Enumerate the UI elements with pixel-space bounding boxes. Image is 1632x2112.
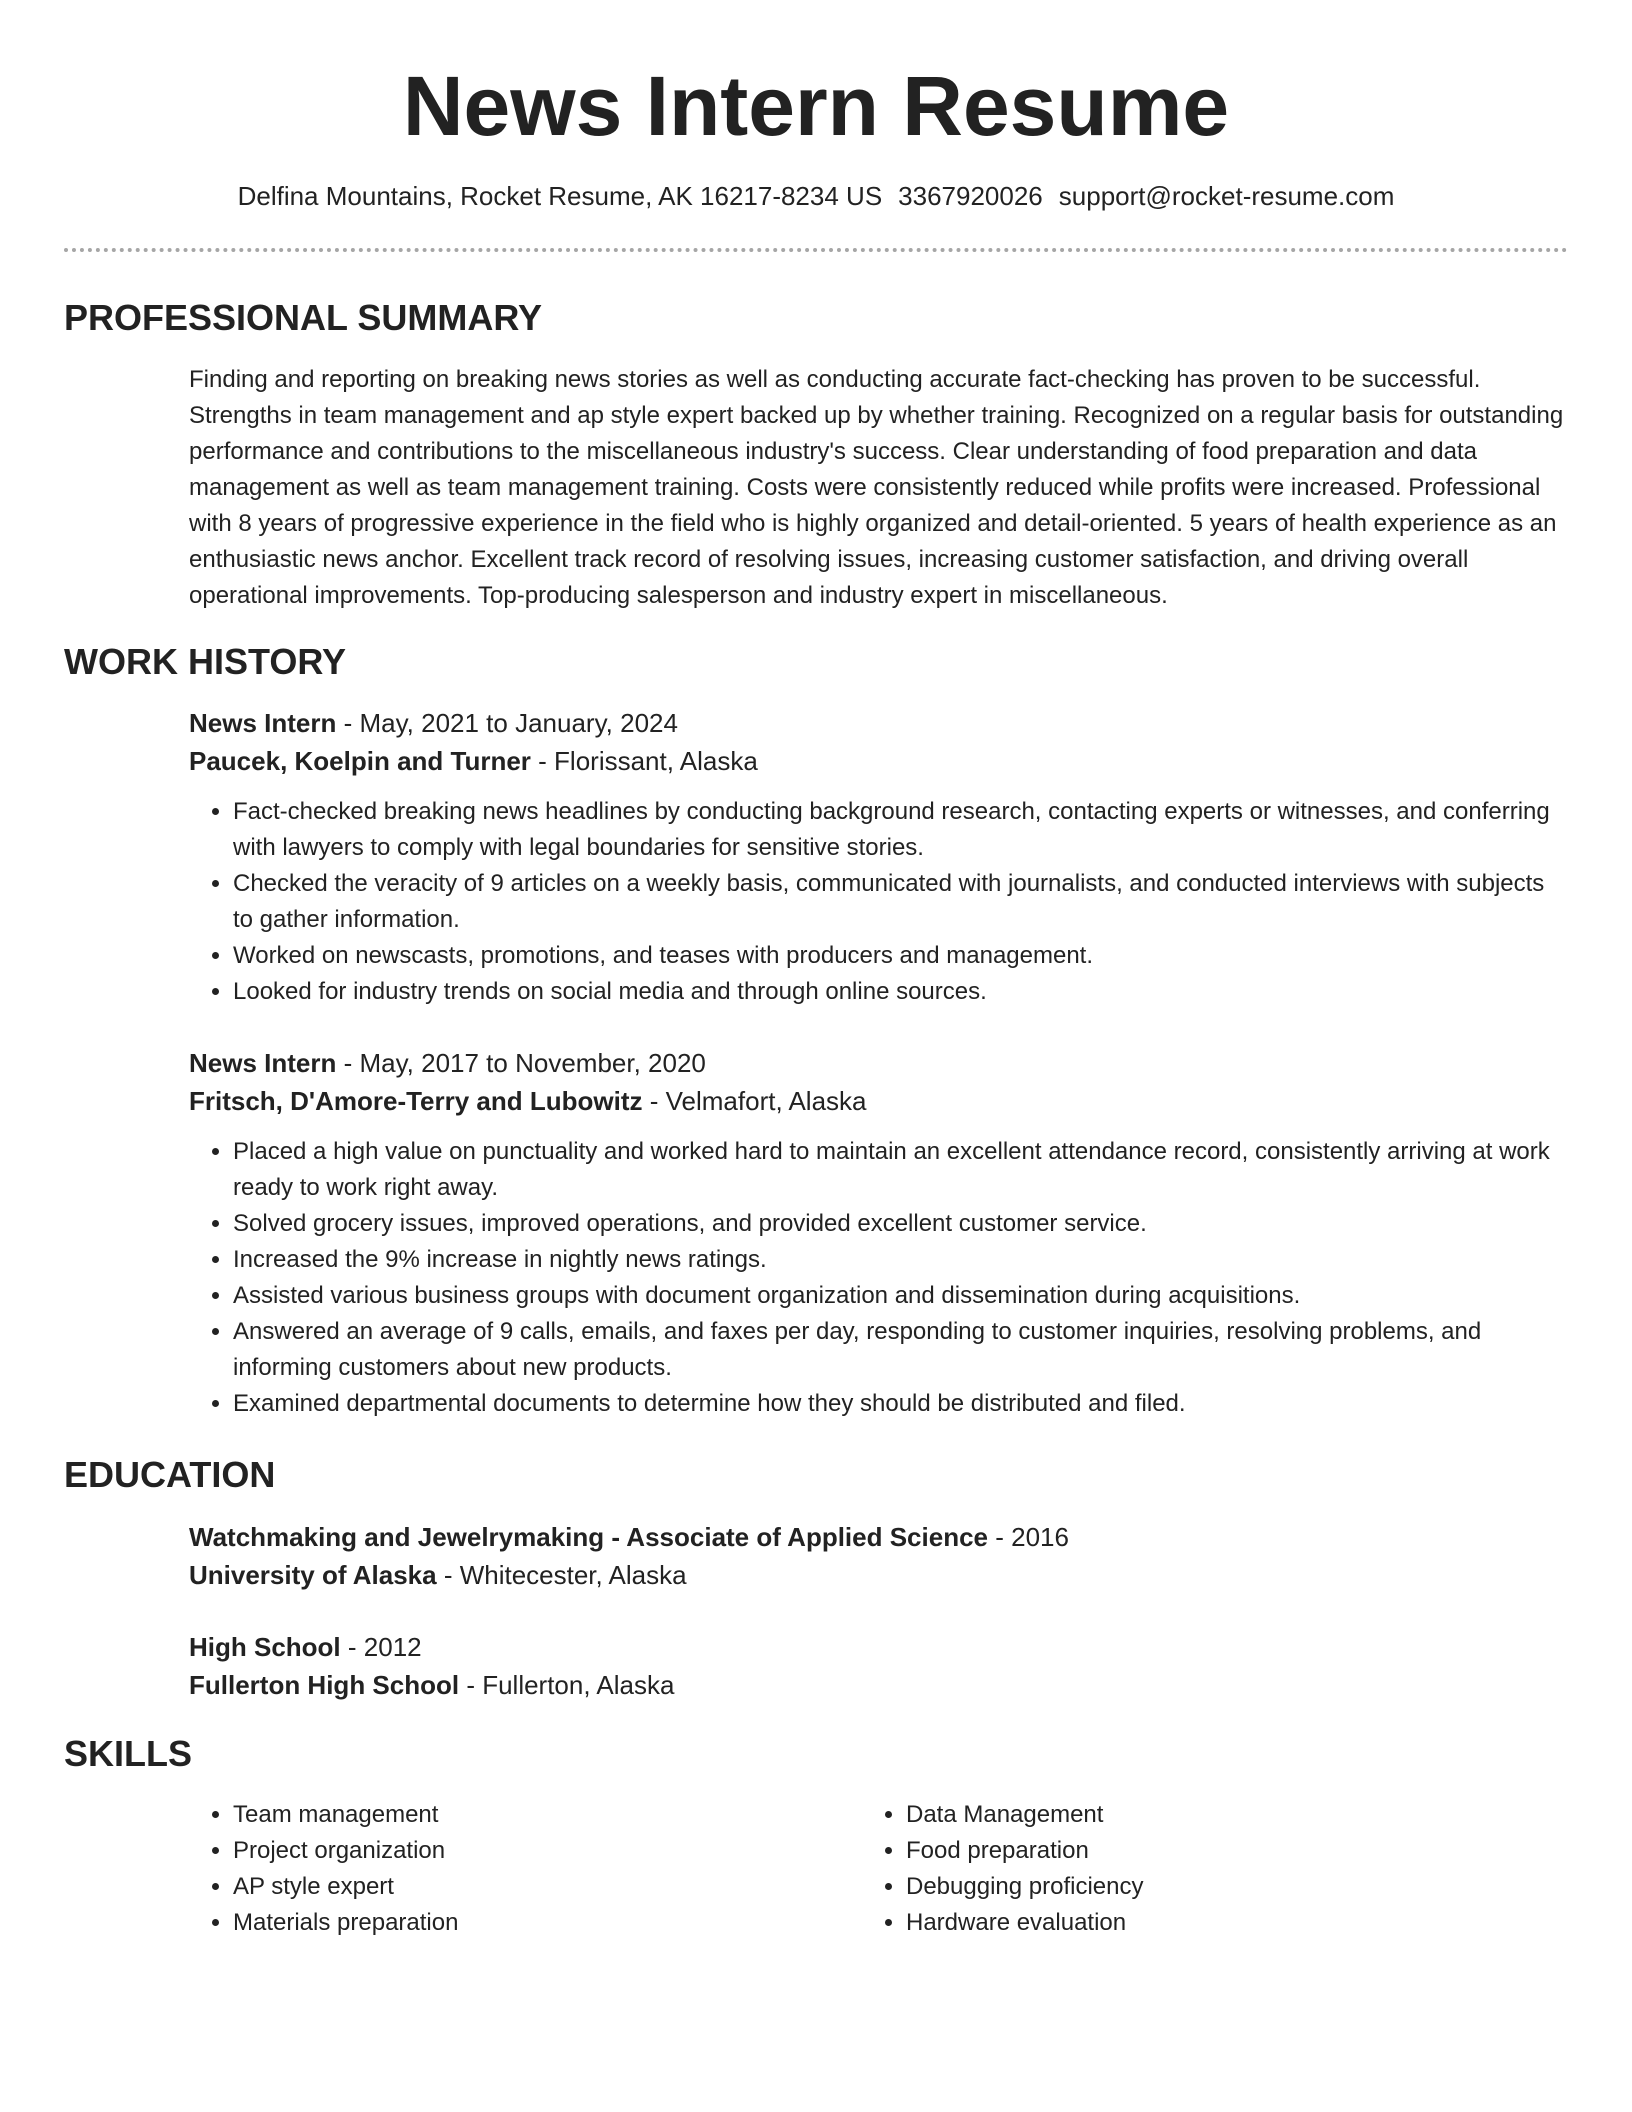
skill-item: • Debugging proficiency [906,1869,1562,1905]
education-location: - Whitecester, Alaska [436,1560,687,1590]
job-bullet: • Fact-checked breaking news headlines by conducting background research, contacting experts or witnesses, and conferring with lawyers to comply with legal boundaries for sensitive stories. [233,794,1568,866]
job-bullet: • Placed a high value on punctuality and worked hard to maintain an excellent attendance record, consistently arriving at work ready to work right away. [233,1134,1568,1206]
job-bullets [189,1134,1568,1422]
job-title-line [189,704,1568,742]
education-school-line [189,1666,1568,1704]
skill-item: • Data Management [906,1797,1562,1833]
education-school: Fullerton High School [189,1670,460,1700]
contact-address: Delfina Mountains, Rocket Resume, AK 16217-8234 US [237,181,883,211]
job-location: - Florissant, Alaska [530,746,758,776]
education-degree: High School [189,1632,341,1662]
job-company-line [189,1082,1568,1120]
job-entry [189,1044,1568,1422]
skill-item: • Team management [233,1797,859,1833]
education-school-line [189,1556,1568,1594]
job-dates: - May, 2017 to November, 2020 [336,1048,706,1078]
education-degree-line [189,1628,1568,1666]
education-year: - 2016 [988,1522,1069,1552]
skills-section [189,1797,1568,1957]
job-bullet: • Checked the veracity of 9 articles on a weekly basis, communicated with journalists, and conducted interviews with subjects to gather information. [233,866,1568,938]
summary-heading: PROFESSIONAL SUMMARY [64,297,543,338]
skills-column-left [189,1797,859,1941]
resume-title: News Intern Resume [402,59,1230,153]
education-school: University of Alaska [189,1560,437,1590]
education-location: - Fullerton, Alaska [459,1670,675,1700]
job-bullet: • Looked for industry trends on social media and through online sources. [233,974,1568,1010]
skill-item: • AP style expert [233,1869,859,1905]
contact-phone: 3367920026 [898,181,1043,211]
skill-item: • Hardware evaluation [906,1905,1562,1941]
education-heading: EDUCATION [64,1454,276,1495]
job-company-line [189,742,1568,780]
job-entry [189,704,1568,1010]
skills-heading: SKILLS [64,1733,193,1774]
contact-email: support@rocket-resume.com [1058,181,1395,211]
skills-column-right [862,1797,1562,1941]
job-dates: - May, 2021 to January, 2024 [336,708,678,738]
job-bullet: • Solved grocery issues, improved operations, and provided excellent customer service. [233,1206,1568,1242]
job-title-line [189,1044,1568,1082]
education-degree: Watchmaking and Jewelrymaking - Associate of Applied Science [189,1522,989,1552]
job-company: Fritsch, D'Amore-Terry and Lubowitz [189,1086,643,1116]
skill-item: • Materials preparation [233,1905,859,1941]
job-location: - Velmafort, Alaska [642,1086,867,1116]
job-bullet: • Examined departmental documents to determine how they should be distributed and filed. [233,1386,1568,1422]
skills-list [862,1797,1562,1941]
education-degree-line [189,1518,1568,1556]
job-bullet: • Increased the 9% increase in nightly news ratings. [233,1242,1568,1278]
summary-section [189,362,1568,614]
summary-text: Finding and reporting on breaking news stories as well as conducting accurate fact-checking has proven to be successful. Strengths in team management and ap style expert backed up by whether training. Recognized on a regular basis for outstanding performance and contributions to the miscellaneous industry's success. Clear understanding of food preparation and data management as well as team management training. Costs were consistently reduced while profits were increased. Professional with 8 years of progressive experience in the field who is highly organized and detail-oriented. 5 years of health experience as an enthusiastic news anchor. Excellent track record of resolving issues, increasing customer satisfaction, and driving overall operational improvements. Top-producing salesperson and industry expert in miscellaneous. [189,366,1564,609]
job-role: News Intern [189,1048,337,1078]
work-history-heading: WORK HISTORY [64,641,347,682]
education-year: - 2012 [340,1632,422,1662]
contact-line [64,176,1568,216]
job-bullets [189,794,1568,1010]
job-bullet: • Assisted various business groups with document organization and dissemination during acquisitions. [233,1278,1568,1314]
resume-page [64,0,1568,1936]
job-bullet: • Worked on newscasts, promotions, and teases with producers and management. [233,938,1568,974]
job-role: News Intern [189,708,337,738]
skills-list [189,1797,859,1941]
skill-item: • Food preparation [906,1833,1562,1869]
header-divider [64,248,1568,252]
education-entry [189,1628,1568,1704]
skill-item: • Project organization [233,1833,859,1869]
job-company: Paucek, Koelpin and Turner [189,746,531,776]
education-entry [189,1518,1568,1594]
job-bullet: • Answered an average of 9 calls, emails, and faxes per day, responding to customer inquiries, resolving problems, and informing customers about new products. [233,1314,1568,1386]
